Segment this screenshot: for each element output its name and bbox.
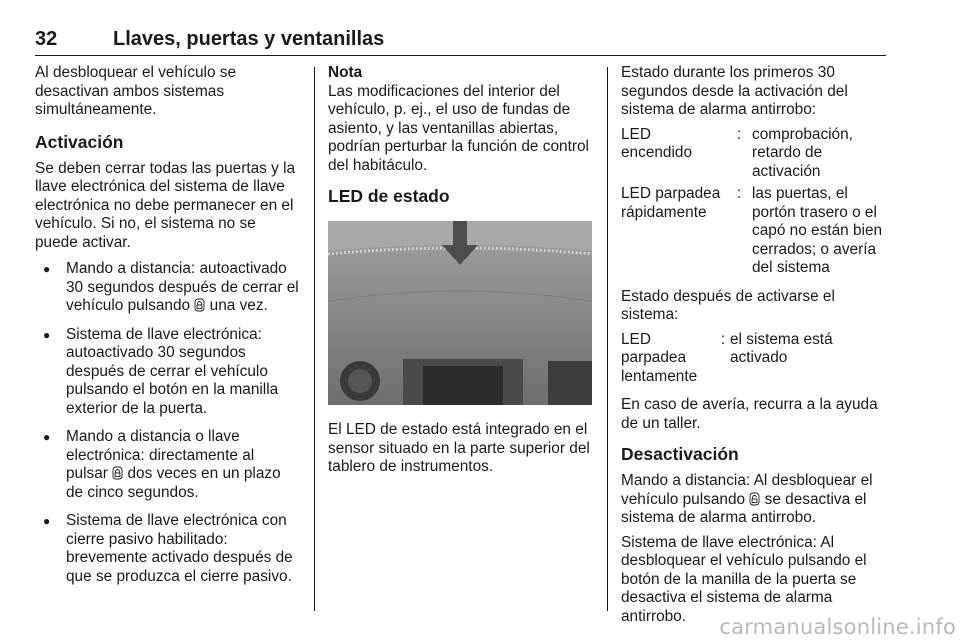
activation-list — [35, 260, 300, 586]
note-text: Las modificaciones del interior del vehículo, p. ej., el uso de fundas de asiento, y las ventanillas abiertas, podrían perturbar la función de control del habitáculo. — [328, 82, 589, 174]
heading-deactivation: Desactivación — [621, 444, 739, 464]
list-item: ● Sistema de llave electrónica: autoactivado 30 segundos después de cerrar el vehículo pulsando el botón en la manilla exterior de la puerta. — [35, 326, 300, 419]
activation-text: Se deben cerrar todas las puertas y la llave electrónica del sistema de llave electrónica no debe permanecer en el vehículo. Si no, el sistema no se puede activar. — [35, 159, 296, 251]
status-first-table — [621, 126, 887, 278]
page-number: 32 — [35, 28, 58, 50]
status-term: LED parpadea rápidamente — [621, 185, 721, 221]
status-description: el sistema está activado — [730, 330, 833, 366]
status-after-table — [621, 331, 887, 387]
status-description: las puertas, el portón trasero o el capó no están bien cerrados; o avería del sistema — [752, 185, 883, 276]
list-item: ● Mando a distancia o llave electrónica: directamente al pulsar dos veces en un plazo de cinco segundos. — [35, 428, 300, 502]
status-after-intro: Estado después de activarse el sistema: — [621, 287, 835, 323]
lock-key-icon — [112, 466, 123, 480]
deactivation-remote: Mando a distancia: Al desbloquear el vehículo pulsando se desactiva el sistema de alarma antirrobo. — [621, 472, 873, 526]
status-first-intro: Estado durante los primeros 30 segundos desde la activación del sistema de alarma antirrobo: — [621, 64, 848, 118]
heading-activation: Activación — [35, 131, 124, 152]
status-separator: : — [720, 330, 726, 348]
header-rule — [35, 55, 886, 56]
dashboard-illustration — [328, 221, 592, 405]
heading-led-status: LED de estado — [328, 186, 450, 206]
fault-text: En caso de avería, recurra a la ayuda de un taller. — [621, 396, 878, 432]
right-column — [621, 64, 887, 636]
chapter-title: Llaves, puertas y ventanillas — [113, 28, 385, 50]
led-caption: El LED de estado está integrado en el sensor situado en la parte superior del tablero de instrumentos. — [328, 421, 590, 475]
column-divider-left — [314, 67, 315, 611]
watermark: carmanualsonline.info — [719, 615, 956, 639]
list-item: ● Sistema de llave electrónica con cierre pasivo habilitado: brevemente activado después de que se produzca el cierre pasivo. — [35, 512, 300, 586]
status-term: LED parpadea lentamente — [621, 330, 698, 385]
dashboard-led-photo — [328, 221, 592, 405]
status-separator: : — [736, 185, 742, 202]
status-separator: : — [736, 125, 742, 143]
status-description: comprobación, retardo de activación — [752, 125, 853, 180]
unlock-key-icon — [749, 492, 760, 506]
status-term: LED encendido — [621, 125, 693, 161]
column-divider-right — [607, 67, 608, 611]
deactivation-keyless: Sistema de llave electrónica: Al desbloquear el vehículo pulsando el botón de la manilla de la puerta se desactiva el sistema de alarma antirrobo. — [621, 533, 867, 625]
list-item: ● Mando a distancia: autoactivado 30 segundos después de cerrar el vehículo pulsando una vez. — [35, 260, 300, 316]
lock-key-icon — [194, 298, 205, 312]
middle-column — [328, 64, 593, 487]
left-column — [35, 64, 300, 596]
intro-text: Al desbloquear el vehículo se desactivan ambos sistemas simultáneamente. — [35, 64, 237, 118]
note-title: Nota — [328, 64, 363, 81]
